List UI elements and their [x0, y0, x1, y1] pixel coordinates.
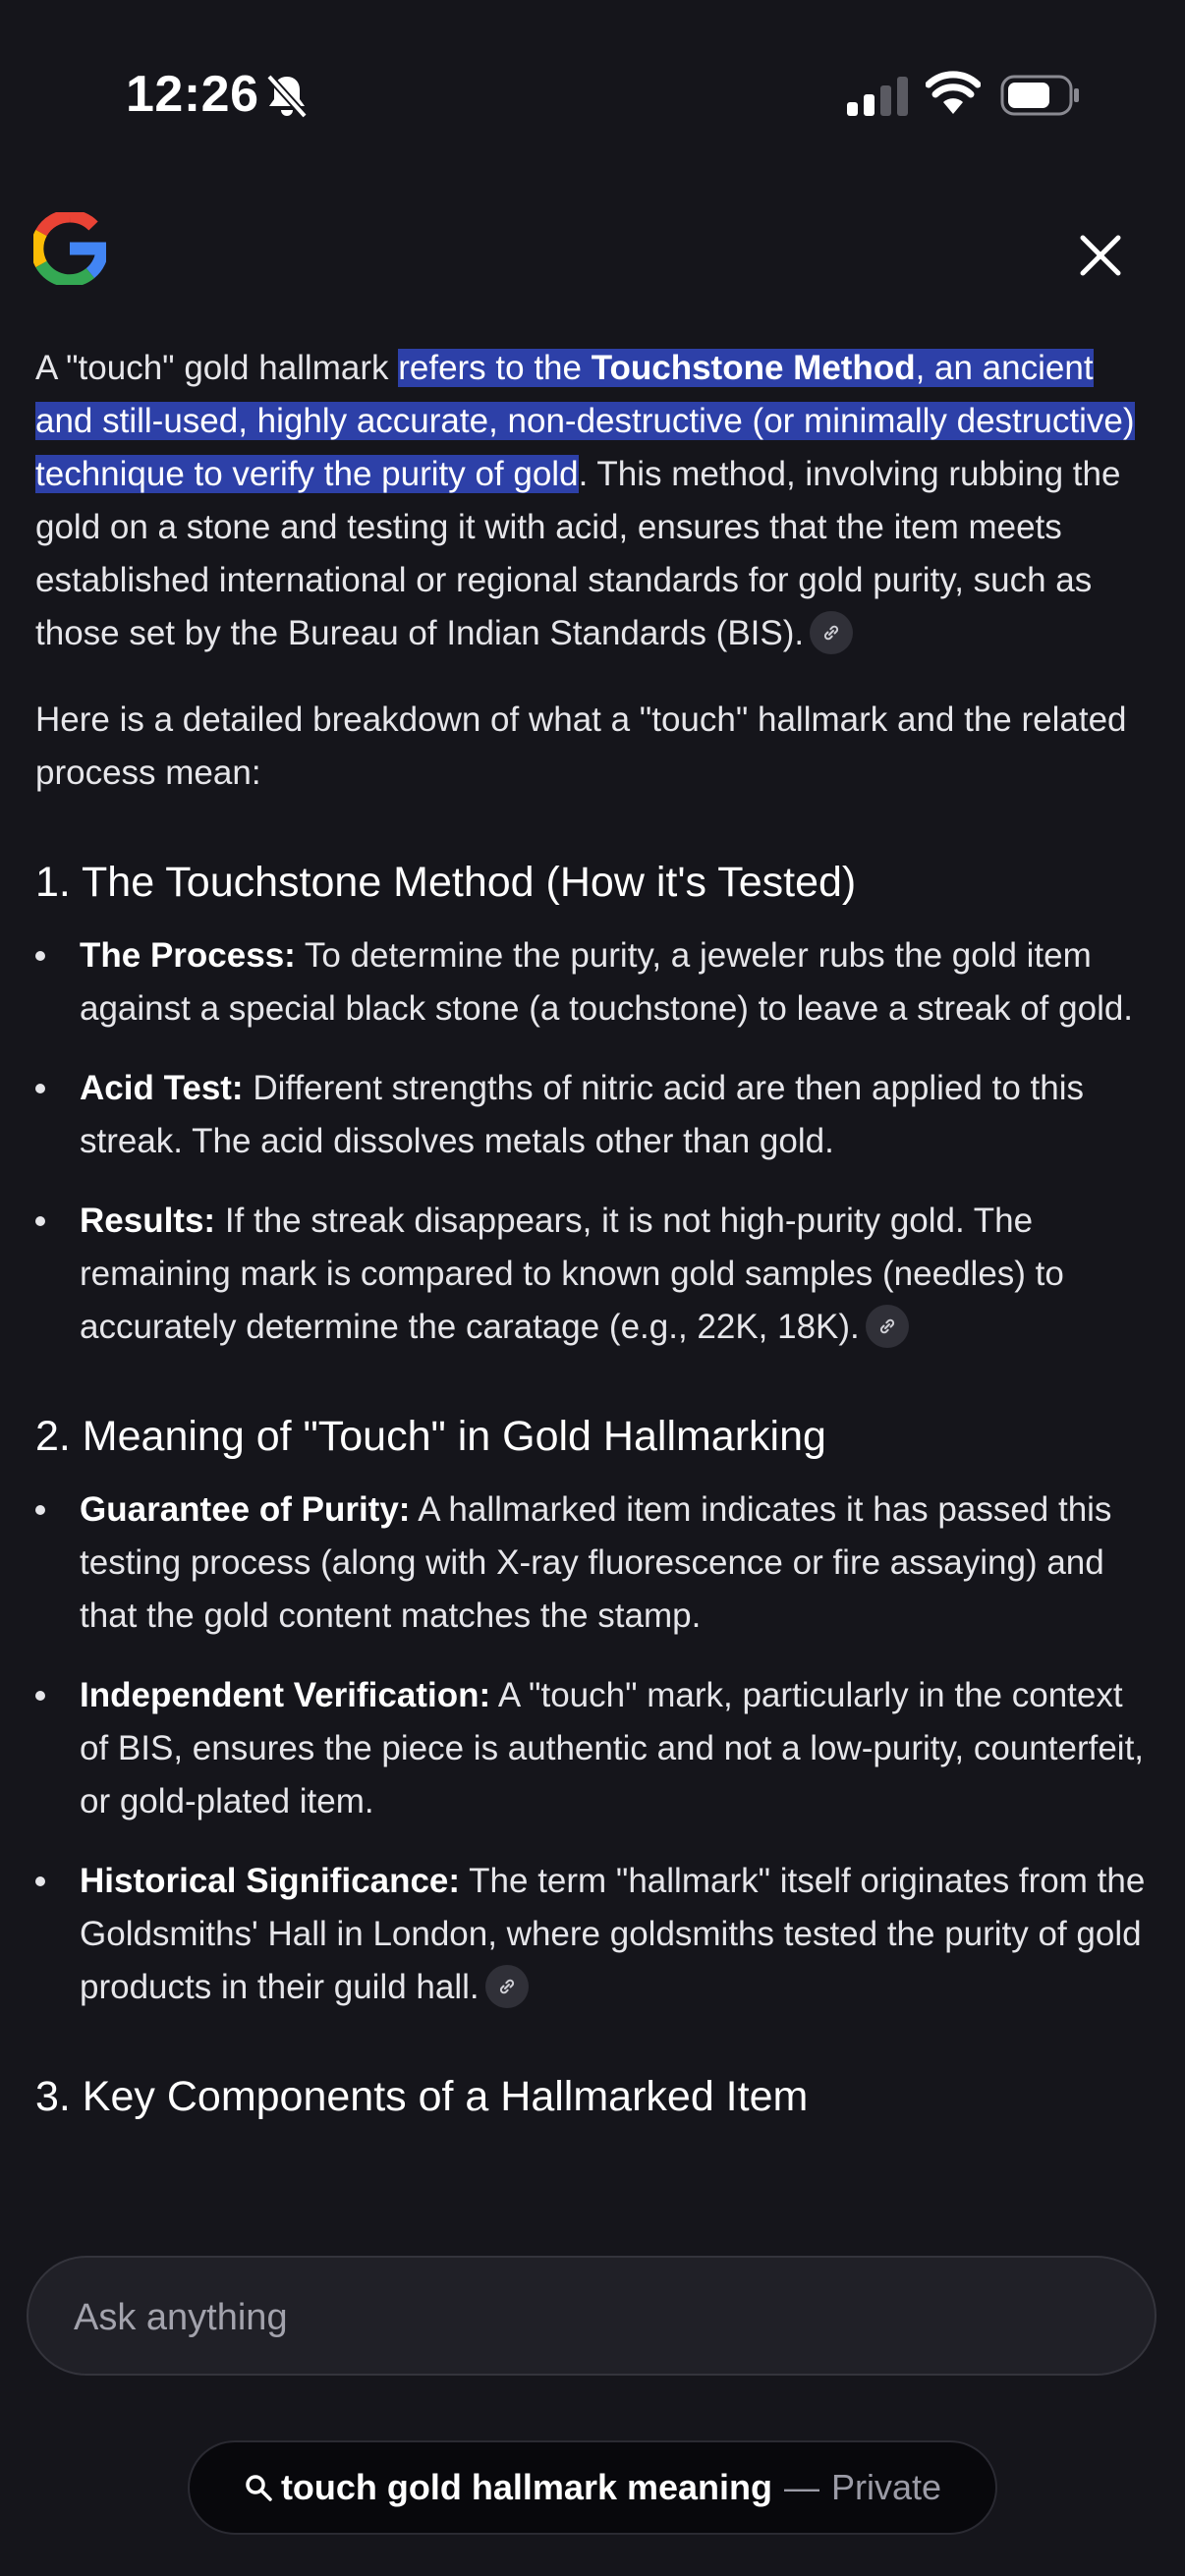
status-bar	[0, 0, 1185, 187]
item-label: Historical Significance:	[80, 1862, 461, 1900]
search-query-pill[interactable]	[188, 2440, 997, 2535]
section-heading-2: 2. Meaning of "Touch" in Gold Hallmarking	[35, 1413, 826, 1460]
list-item	[35, 929, 1152, 1036]
intro-text-1: A "touch" gold hallmark	[35, 349, 399, 387]
ask-input-container[interactable]	[27, 2256, 1157, 2376]
item-text: Different strengths of nitric acid are then applied to this streak. The acid dissolves metals other than gold.	[80, 1069, 1084, 1160]
intro-paragraph	[35, 342, 1152, 660]
source-link-chip[interactable]	[866, 1305, 909, 1348]
item-label: Guarantee of Purity:	[80, 1490, 411, 1529]
section-heading-3: 3. Key Components of a Hallmarked Item	[35, 2073, 809, 2120]
highlight-bold: Touchstone Method	[591, 349, 916, 387]
link-icon	[875, 1315, 899, 1338]
bell-muted-icon	[265, 73, 309, 120]
intro-text-2: . This method, involving rubbing the gold on a stone and testing it with acid, ensures that the item meets established international or regional standards for gold purity, such as those set by the Bureau of Indian Standards (BIS).	[35, 455, 1121, 652]
item-text: The term "hallmark" itself originates from the Goldsmiths' Hall in London, where goldsmiths tested the purity of gold products in their guild hall.	[80, 1862, 1146, 2006]
item-text: A hallmarked item indicates it has passed this testing process (along with X-ray fluorescence or fire assaying) and that the gold content matches the stamp.	[80, 1490, 1112, 1635]
breakdown-intro: Here is a detailed breakdown of what a "touch" hallmark and the related process mean:	[35, 700, 1127, 792]
list-item	[35, 1669, 1152, 1828]
status-time: 12:26	[126, 66, 259, 123]
item-text: If the streak disappears, it is not high-purity gold. The remaining mark is compared to known gold samples (needles) to accurately determine the caratage (e.g., 22K, 18K).	[80, 1202, 1064, 1346]
query-text: touch gold hallmark meaning	[280, 2467, 772, 2507]
ai-answer-content	[35, 342, 1152, 2226]
list-item	[35, 1855, 1152, 2014]
cellular-signal-icon	[847, 77, 908, 116]
source-link-chip[interactable]	[810, 611, 853, 654]
link-icon	[495, 1975, 519, 1998]
ask-input[interactable]	[72, 2287, 1058, 2348]
battery-icon	[1000, 75, 1081, 116]
section-1-list	[35, 929, 1152, 1354]
item-label: Results:	[80, 1202, 216, 1240]
close-icon[interactable]	[1073, 228, 1128, 283]
query-separator: —	[784, 2467, 819, 2507]
item-label: Acid Test:	[80, 1069, 244, 1107]
item-text: A "touch" mark, particularly in the context of BIS, ensures the piece is authentic and not a low-purity, counterfeit, or gold-plated item.	[80, 1676, 1145, 1820]
highlight-part-1: refers to the	[398, 349, 592, 387]
list-item	[35, 1484, 1152, 1643]
item-text: To determine the purity, a jeweler rubs the gold item against a special black stone (a touchstone) to leave a streak of gold.	[80, 936, 1134, 1028]
private-mode-label: Private	[831, 2467, 942, 2507]
item-label: Independent Verification:	[80, 1676, 491, 1714]
list-item	[35, 1062, 1152, 1168]
section-2-list	[35, 1484, 1152, 2014]
link-icon	[819, 621, 843, 644]
wifi-icon	[926, 71, 981, 116]
list-item	[35, 1195, 1152, 1354]
highlight-part-2: , an ancient and still-used, highly accurate, non-destructive (or minimally destructive) technique to verify the purity of gold	[35, 349, 1135, 493]
google-logo-icon	[33, 212, 106, 285]
item-label: The Process:	[80, 936, 296, 975]
search-icon	[244, 2473, 273, 2502]
source-link-chip[interactable]	[485, 1965, 529, 2008]
section-heading-1: 1. The Touchstone Method (How it's Tested)	[35, 859, 857, 906]
